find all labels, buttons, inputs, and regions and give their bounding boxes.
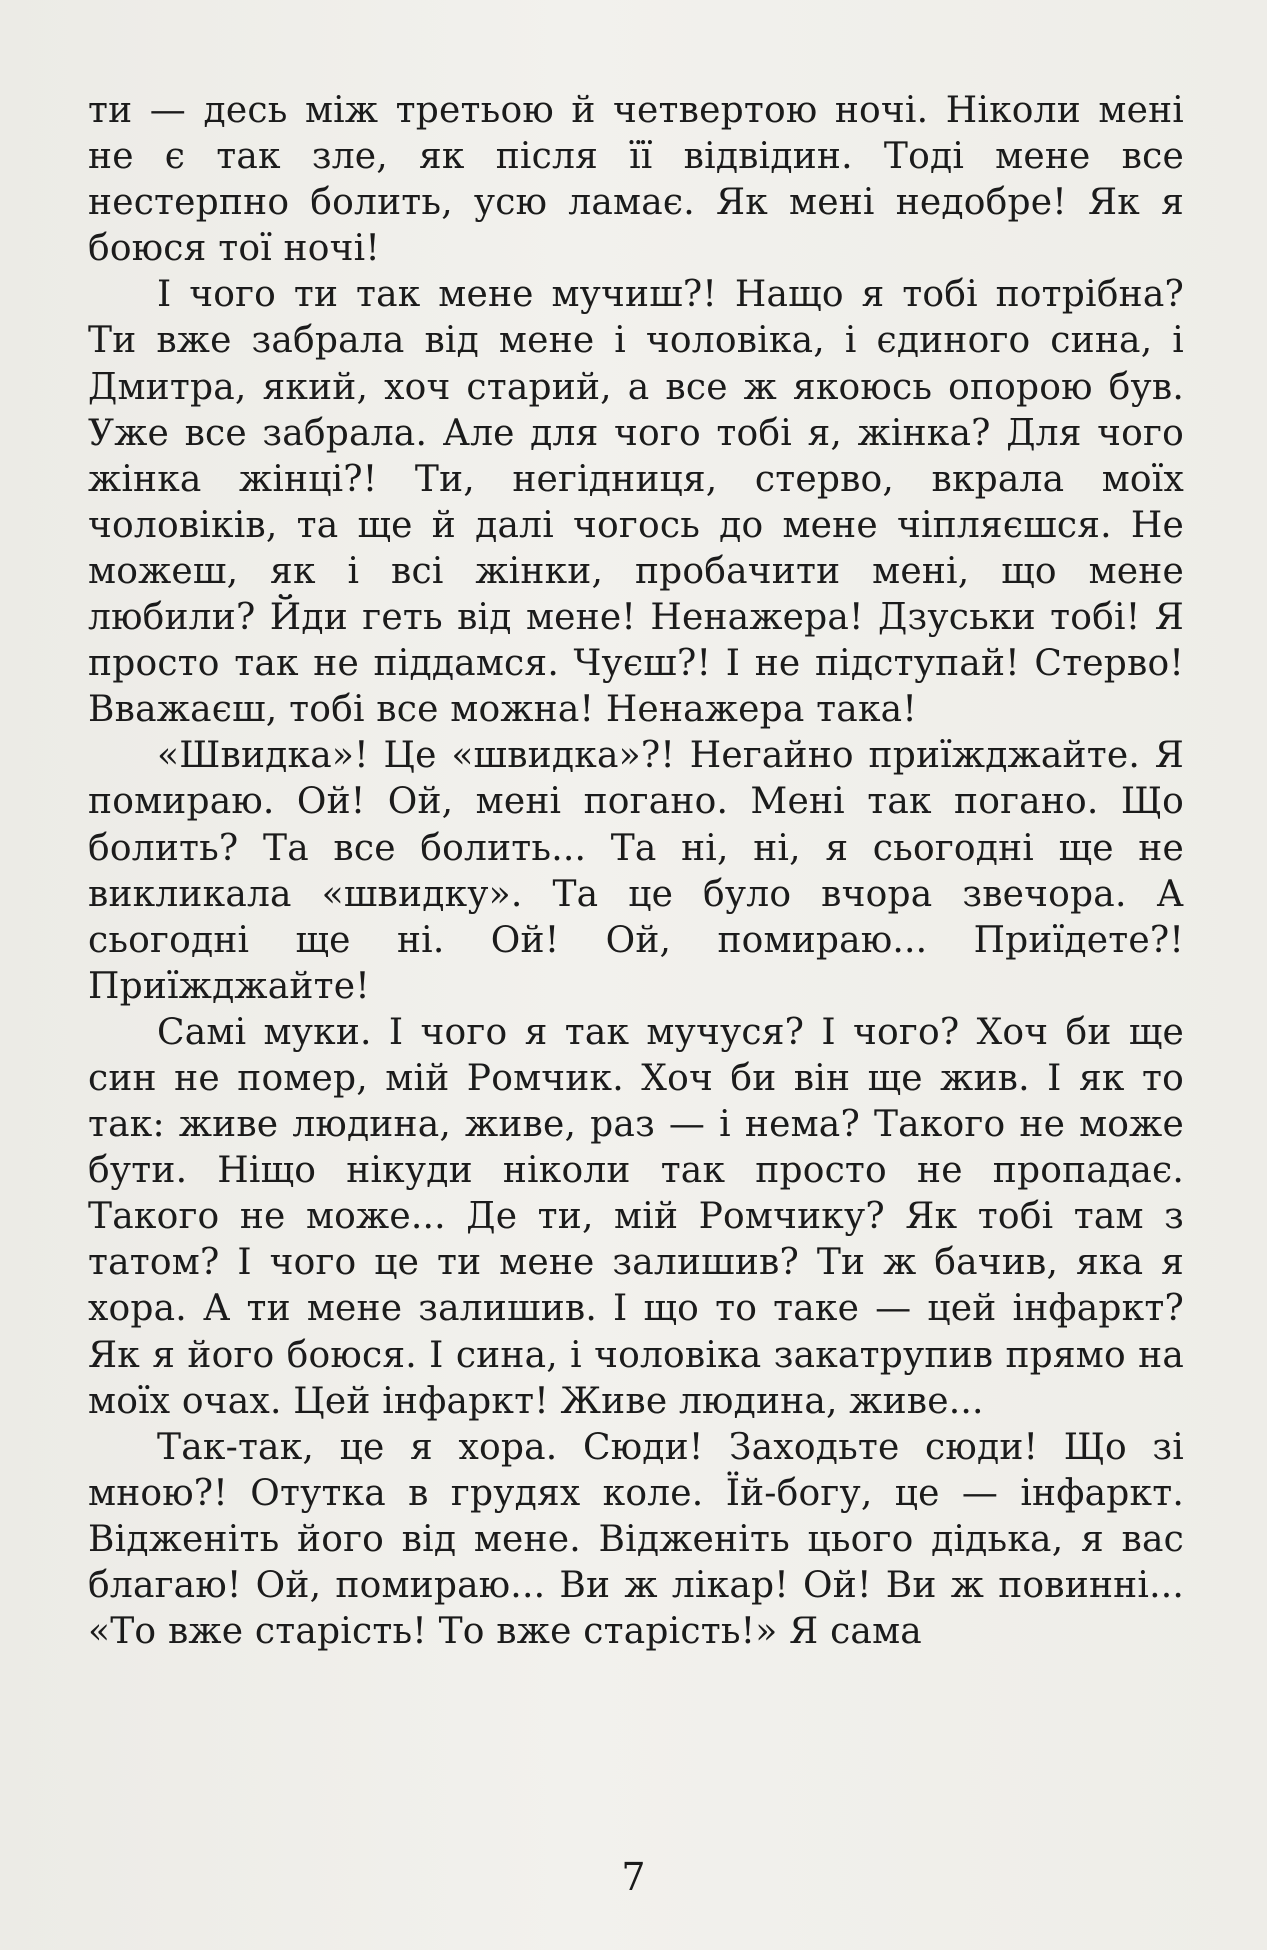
page-number: 7 [621, 1855, 646, 1899]
page-body-text [88, 88, 1184, 1655]
paragraph-4: Самі муки. І чого я так мучуся? І чого? Хоч би ще син не помер, мій Ромчик. Хоч би він ще жив. І як то так: живе людина, живе, раз — і нема? Такого не може бути. Ніщо нікуди ніколи так просто не пропадає. Такого не може... Де ти, мій Ромчику? Як тобі там з татом? І чого це ти мене залишив? Ти ж бачив, яка я хора. А ти мене залишив. І що то таке — цей інфаркт? Як я його боюся. І сина, і чоловіка закатрупив прямо на моїх очах. Цей інфаркт! Живе людина, живе... [88, 1011, 1184, 1422]
paragraph-1: ти — десь між третьою й четвертою ночі. Ніколи мені не є так зле, як після її відвідин. Тоді мене все нестерпно болить, усю ламає. Як мені недобре! Як я боюся тої ночі! [88, 90, 1184, 270]
paragraph-5: Так-так, це я хора. Сюди! Заходьте сюди! Що зі мною?! Отутка в грудях коле. Їй-богу, це — інфаркт. Відженіть його від мене. Відженіть цього дідька, я вас благаю! Ой, помираю... Ви ж лікар! Ой! Ви ж повинні... «То вже старість! То вже старість!» Я сама [88, 1426, 1184, 1653]
paragraph-3: «Швидка»! Це «швидка»?! Негайно приїжджайте. Я помираю. Ой! Ой, мені погано. Мені так погано. Що болить? Та все болить... Та ні, ні, я сьогодні ще не викликала «швидку». Та це було вчора звечора. А сьогодні ще ні. Ой! Ой, помираю... Приїдете?! Приїжджайте! [88, 735, 1184, 1007]
paragraph-2: І чого ти так мене мучиш?! Нащо я тобі потрібна? Ти вже забрала від мене і чоловіка, і єдиного сина, і Дмитра, який, хоч старий, а все ж якоюсь опорою був. Уже все забрала. Але для чого тобі я, жінка? Для чого жінка жінці?! Ти, негідниця, стерво, вкрала моїх чоловіків, та ще й далі чогось до мене чіпляєшся. Не можеш, як і всі жінки, пробачити мені, що мене любили? Йди геть від мене! Ненажера! Дзуськи тобі! Я просто так не піддамся. Чуєш?! І не підступай! Стерво! Вважаєш, тобі все можна! Ненажера така! [88, 274, 1184, 731]
